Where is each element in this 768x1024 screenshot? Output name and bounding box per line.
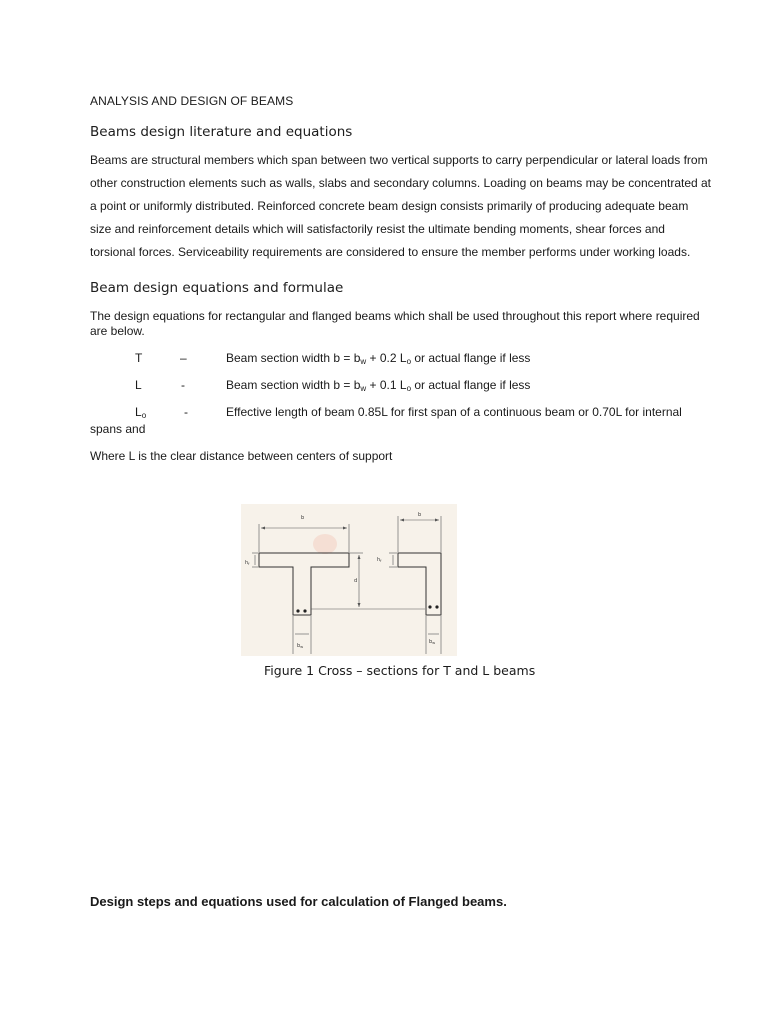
equation-dash: – — [180, 351, 187, 365]
section-heading-literature: Beams design literature and equations — [90, 124, 353, 140]
document-title: ANALYSIS AND DESIGN OF BEAMS — [90, 94, 294, 108]
equation-symbol-l: L — [135, 378, 142, 392]
figure-caption: Figure 1 Cross – sections for T and L beams — [264, 663, 536, 678]
dimension-label-bw: $b_w$ — [297, 643, 304, 649]
dimension-label-bw: $b_w$ — [429, 639, 436, 645]
equation-symbol-lo: $L_o$ — [135, 405, 147, 420]
beam-cross-section-diagram — [241, 504, 457, 656]
dimension-label-b: b — [301, 515, 305, 521]
dimension-label-b: b — [418, 512, 422, 518]
intro-line: The design equations for rectangular and flanged beams which shall be used throughout this report where required — [90, 309, 700, 323]
dimension-label-d: d — [354, 578, 358, 584]
paragraph-line: a point or uniformly distributed. Reinforced concrete beam design consists primarily of producing adequate beam — [90, 199, 689, 213]
equation-effective-length: Effective length of beam 0.85L for first span of a continuous beam or 0.70L for internal — [226, 405, 682, 419]
equation-l-width: Beam section width $b = b_w + 0.1$ $L_o$ or actual flange if less — [226, 378, 531, 393]
paragraph-line: other construction elements such as walls, slabs and secondary columns. Loading on beams may be concentrated at — [90, 176, 712, 190]
dimension-label-hf: $h_f$ — [245, 560, 250, 566]
equation-dash: - — [184, 405, 188, 419]
dimension-label-hf: $h_f$ — [377, 557, 382, 563]
paragraph-line: Beams are structural members which span between two vertical supports to carry perpendicular or lateral loads from — [90, 153, 708, 167]
section-heading-equations: Beam design equations and formulae — [90, 280, 344, 296]
paragraph-line: torsional forces. Serviceability requirements are considered to ensure the member performs under working loads. — [90, 245, 691, 259]
equation-wrap-line: spans and — [90, 422, 146, 436]
equation-t-width: Beam section width $b = b_w + 0.2$ $L_o$ or actual flange if less — [226, 351, 531, 366]
where-line: Where L is the clear distance between centers of support — [90, 449, 393, 463]
paragraph-line: size and reinforcement details which will satisfactorily resist the ultimate bending moments, shear forces and — [90, 222, 665, 236]
beam-cross-section-figure — [241, 504, 457, 656]
equation-symbol-t: T — [135, 351, 143, 365]
intro-line: are below. — [90, 324, 145, 338]
equation-dash: - — [181, 378, 185, 392]
section-heading-design-steps: Design steps and equations used for calculation of Flanged beams. — [90, 894, 507, 909]
